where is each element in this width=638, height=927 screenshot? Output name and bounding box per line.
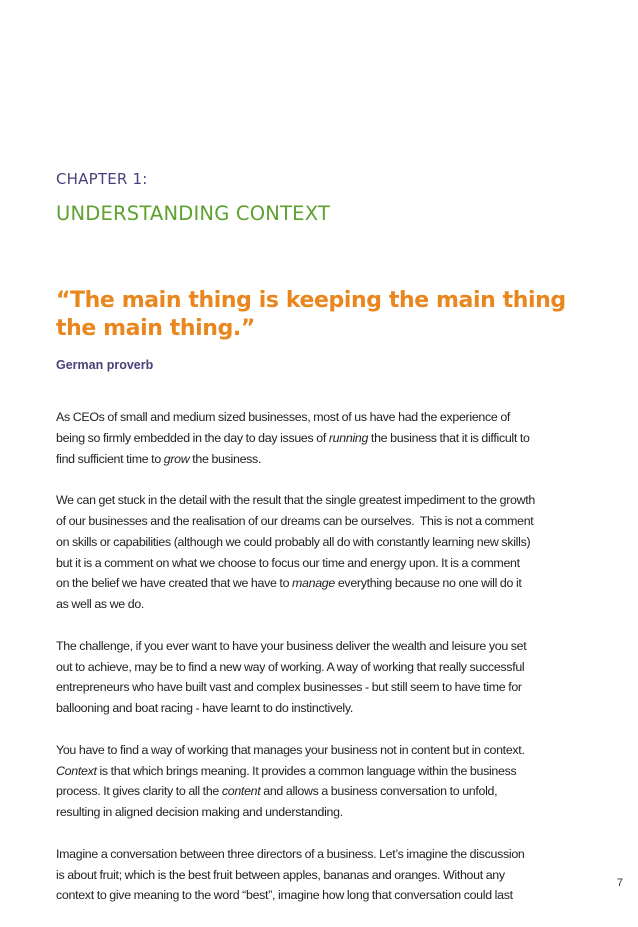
emphasis-running: running [328, 430, 369, 445]
text-line: We can get stuck in the detail with the result that the single greatest impediment to the growth [56, 493, 535, 508]
paragraph [56, 740, 604, 823]
quote-line: the main thing.” [56, 316, 255, 341]
text-line [56, 781, 604, 802]
text-line [56, 449, 604, 470]
text-line: as well as we do. [56, 597, 145, 612]
text-line [56, 761, 604, 782]
text-line: You have to find a way of working that manages your business not in content but in context. [56, 742, 525, 757]
text-line: As CEOs of small and medium sized businesses, most of us have had the experience of [56, 410, 511, 424]
emphasis-manage: manage [292, 576, 335, 591]
text-line: resulting in aligned decision making and understanding. [56, 805, 343, 820]
text-line: is about fruit; which is the best fruit between apples, bananas and oranges. Without any [56, 867, 505, 882]
paragraph [56, 407, 604, 469]
text-segment: on the belief we have created that we have to [56, 576, 292, 591]
page-number: 7 [616, 877, 623, 889]
text-line: of our businesses and the realisation of our dreams can be ourselves. This is not a comment [56, 513, 534, 528]
text-segment: the business. [189, 451, 262, 466]
quote [56, 287, 596, 343]
chapter-title: UNDERSTANDING CONTEXT [56, 202, 331, 225]
text-line: The challenge, if you ever want to have your business deliver the wealth and leisure you set [56, 638, 527, 653]
paragraph [56, 636, 604, 719]
emphasis-grow: grow [163, 451, 190, 466]
emphasis-context: Context [56, 763, 97, 778]
text-line: ballooning and boat racing - have learnt to do instinctively. [56, 701, 353, 716]
text-line [56, 428, 604, 449]
paragraph [56, 490, 604, 615]
text-segment: and allows a business conversation to unfold, [260, 784, 498, 799]
emphasis-content: content [221, 784, 261, 799]
chapter-label: CHAPTER 1: [56, 170, 148, 188]
text-segment: is that which brings meaning. It provides a common language within the business [96, 763, 517, 778]
text-segment: find sufficient time to [56, 451, 164, 466]
text-line: on skills or capabilities (although we could probably all do with constantly learning new skills) [56, 534, 531, 549]
text-line: context to give meaning to the word “best”, imagine how long that conversation could last [56, 888, 513, 903]
text-line [56, 573, 604, 594]
text-line: but it is a comment on what we choose to focus our time and energy upon. It is a comment [56, 555, 520, 570]
text-segment: being so firmly embedded in the day to day issues of [56, 430, 329, 445]
text-segment: everything because no one will do it [334, 576, 522, 591]
text-segment: process. It gives clarity to all the [56, 784, 222, 799]
quote-line: “The main thing is keeping the main thing [56, 288, 566, 313]
body-text [56, 407, 604, 927]
text-line: Imagine a conversation between three directors of a business. Let’s imagine the discussion [56, 846, 525, 861]
text-line: entrepreneurs who have built vast and complex businesses - but still seem to have time for [56, 680, 522, 695]
paragraph [56, 844, 604, 906]
text-line: out to achieve, may be to find a new way of working. A way of working that really successful [56, 659, 525, 674]
quote-source: German proverb [56, 358, 154, 372]
text-segment: the business that it is difficult to [368, 430, 530, 445]
